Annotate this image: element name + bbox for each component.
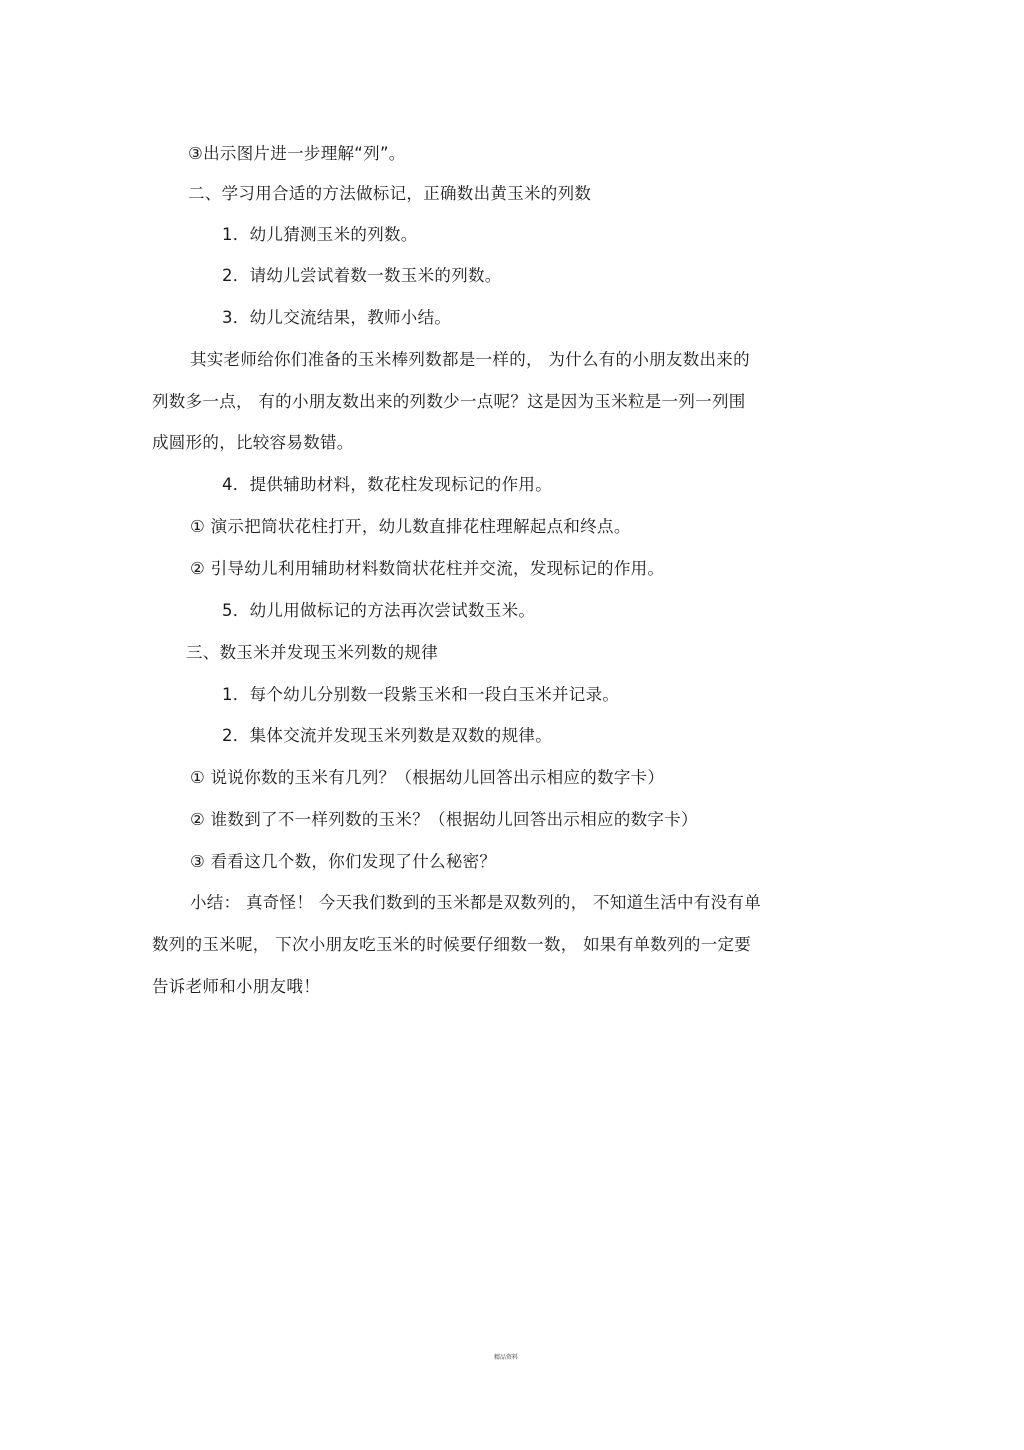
text-line: ① 演示把筒状花柱打开，幼儿数直排花柱理解起点和终点。 — [190, 517, 631, 536]
text-line: 5．幼儿用做标记的方法再次尝试数玉米。 — [222, 601, 536, 620]
text-line: ③ 看看这几个数，你们发现了什么秘密？ — [190, 852, 497, 871]
text-line: 其实老师给你们准备的玉米棒列数都是一样的， 为什么有的小朋友数出来的 — [190, 350, 750, 369]
text-line: ① 说说你数的玉米有几列？（根据幼儿回答出示相应的数字卡） — [190, 768, 665, 787]
text-line: ② 引导幼儿利用辅助材料数筒状花柱并交流，发现标记的作用。 — [190, 559, 665, 578]
section-heading: 三、数玉米并发现玉米列数的规律 — [186, 643, 438, 662]
text-line: 小结： 真奇怪！ 今天我们数到的玉米都是双数列的， 不知道生活中有没有单 — [190, 893, 762, 912]
text-line: 4．提供辅助材料，数花柱发现标记的作用。 — [222, 475, 552, 494]
text-line: 2．集体交流并发现玉米列数是双数的规律。 — [222, 726, 552, 745]
text-line: 1．幼儿猜测玉米的列数。 — [222, 225, 418, 244]
text-line: ③出示图片进一步理解“列”。 — [188, 144, 406, 163]
text-line: 数列的玉米呢， 下次小朋友吃玉米的时候要仔细数一数， 如果有单数列的一定要 — [152, 935, 752, 954]
text-line: 列数多一点， 有的小朋友数出来的列数少一点呢？这是因为玉米粒是一列一列围 — [152, 392, 746, 411]
text-line: ② 谁数到了不一样列数的玉米？（根据幼儿回答出示相应的数字卡） — [190, 810, 698, 829]
text-line: 3．幼儿交流结果，教师小结。 — [222, 308, 452, 327]
text-line: 告诉老师和小朋友哦！ — [152, 977, 320, 996]
text-line: 2．请幼儿尝试着数一数玉米的列数。 — [222, 266, 502, 285]
page-footer: 精品资料 — [494, 1354, 519, 1361]
text-line: 1．每个幼儿分别数一段紫玉米和一段白玉米并记录。 — [222, 685, 620, 704]
section-heading: 二、学习用合适的方法做标记，正确数出黄玉米的列数 — [188, 184, 592, 203]
text-line: 成圆形的，比较容易数错。 — [152, 433, 354, 452]
